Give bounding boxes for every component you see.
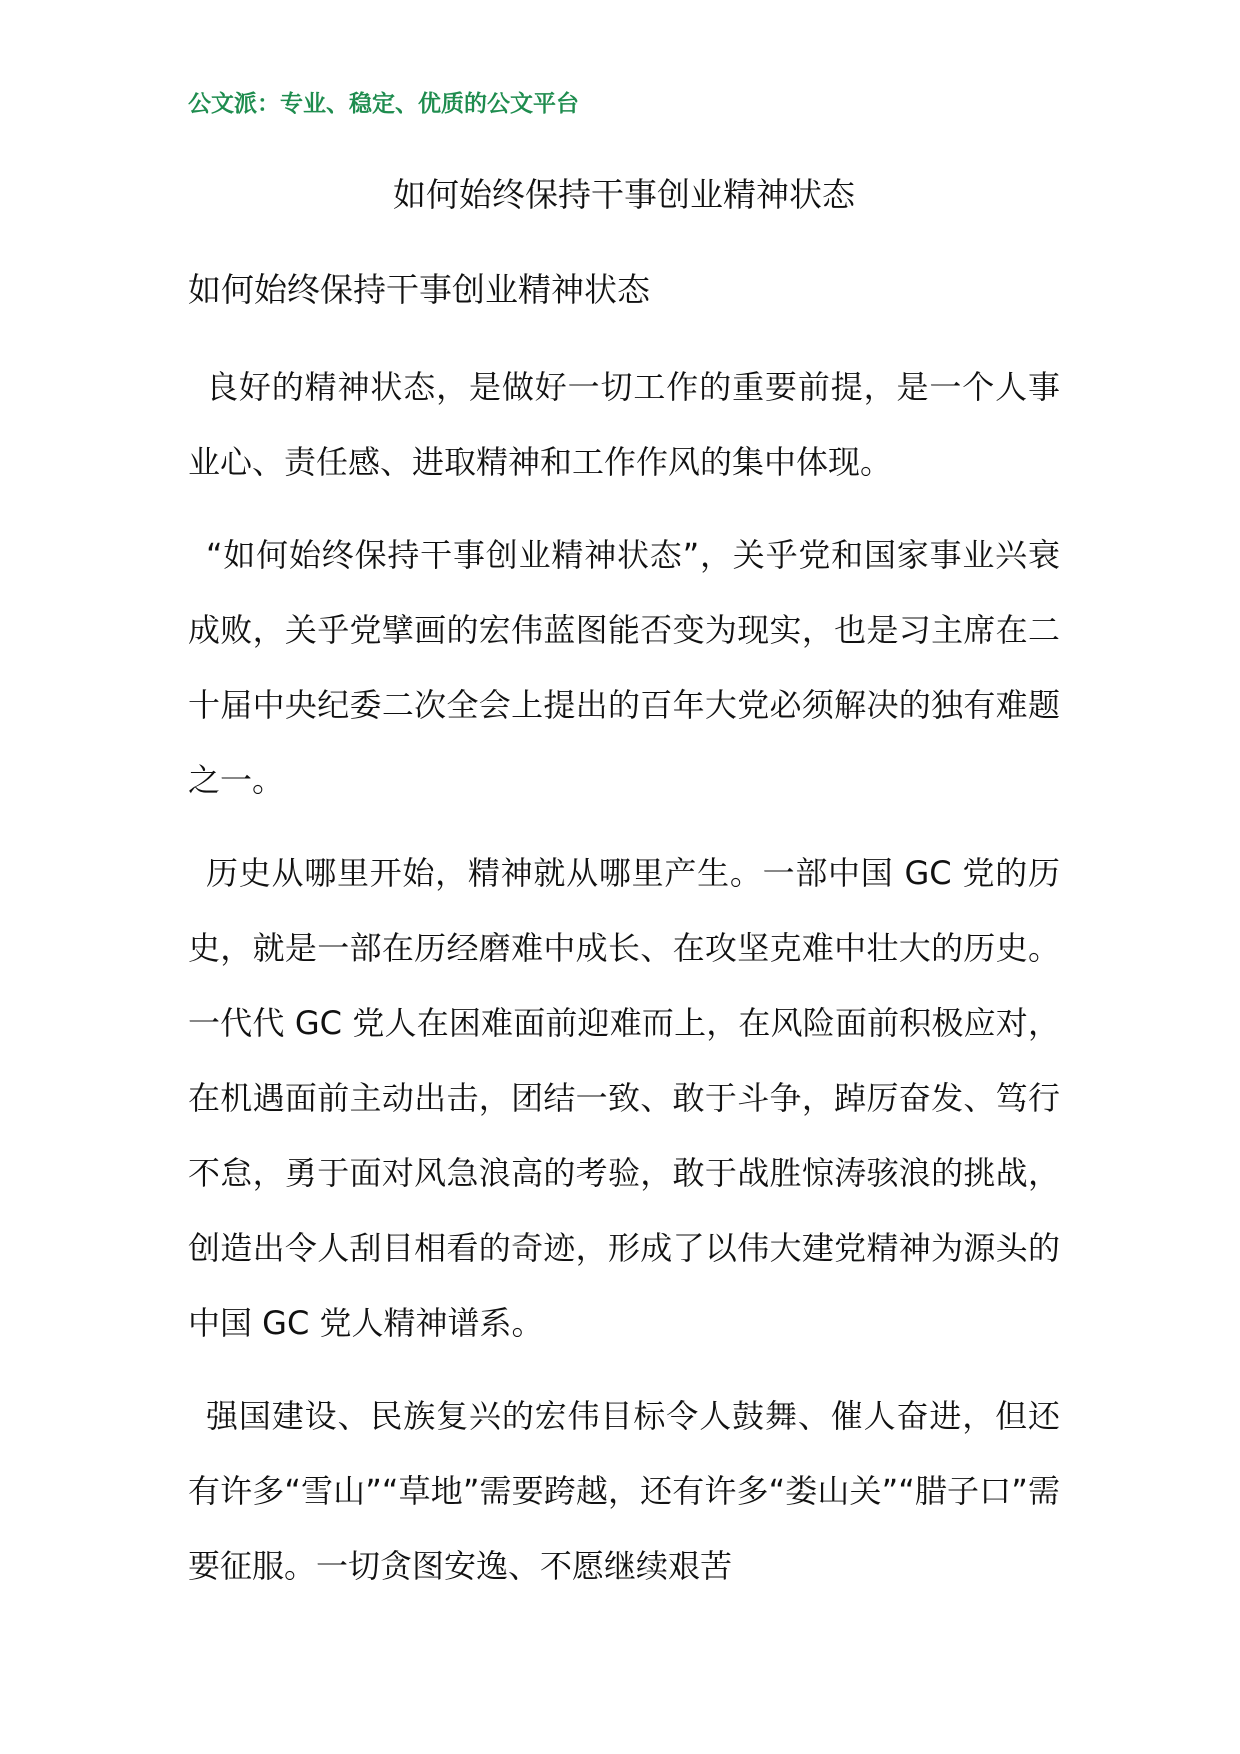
paragraph-4: 强国建设、民族复兴的宏伟目标令人鼓舞、催人奋进，但还有许多“雪山”“草地”需要跨越，还有许多“娄山关”“腊子口”需要征服。一切贪图安逸、不愿继续艰苦: [188, 1397, 1060, 1585]
document-title: 如何始终保持干事创业精神状态: [393, 175, 855, 214]
paragraph-3: 历史从哪里开始，精神就从哪里产生。一部中国 GC 党的历史，就是一部在历经磨难中成长、在攻坚克难中壮大的历史。一代代 GC 党人在困难面前迎难而上，在风险面前积极应对，在机遇面前主动出击，团结一致、敢于斗争，踔厉奋发、笃行不怠，勇于面对风急浪高的考验，敢于战胜惊涛骇浪的挑战，创造出令人刮目相看的奇迹，形成了以伟大建党精神为源头的中国 GC 党人精神谱系。: [188, 854, 1060, 1342]
document-subtitle: 如何始终保持干事创业精神状态: [188, 270, 650, 309]
paragraph-2: “如何始终保持干事创业精神状态”，关乎党和国家事业兴衰成败，关乎党擘画的宏伟蓝图能否变为现实，也是习主席在二十届中央纪委二次全会上提出的百年大党必须解决的独有难题之一。: [188, 536, 1060, 799]
document-body: [188, 350, 1060, 1622]
brand-header: 公文派：专业、稳定、优质的公文平台: [188, 90, 579, 117]
paragraph-1: 良好的精神状态，是做好一切工作的重要前提，是一个人事业心、责任感、进取精神和工作作风的集中体现。: [188, 368, 1060, 481]
